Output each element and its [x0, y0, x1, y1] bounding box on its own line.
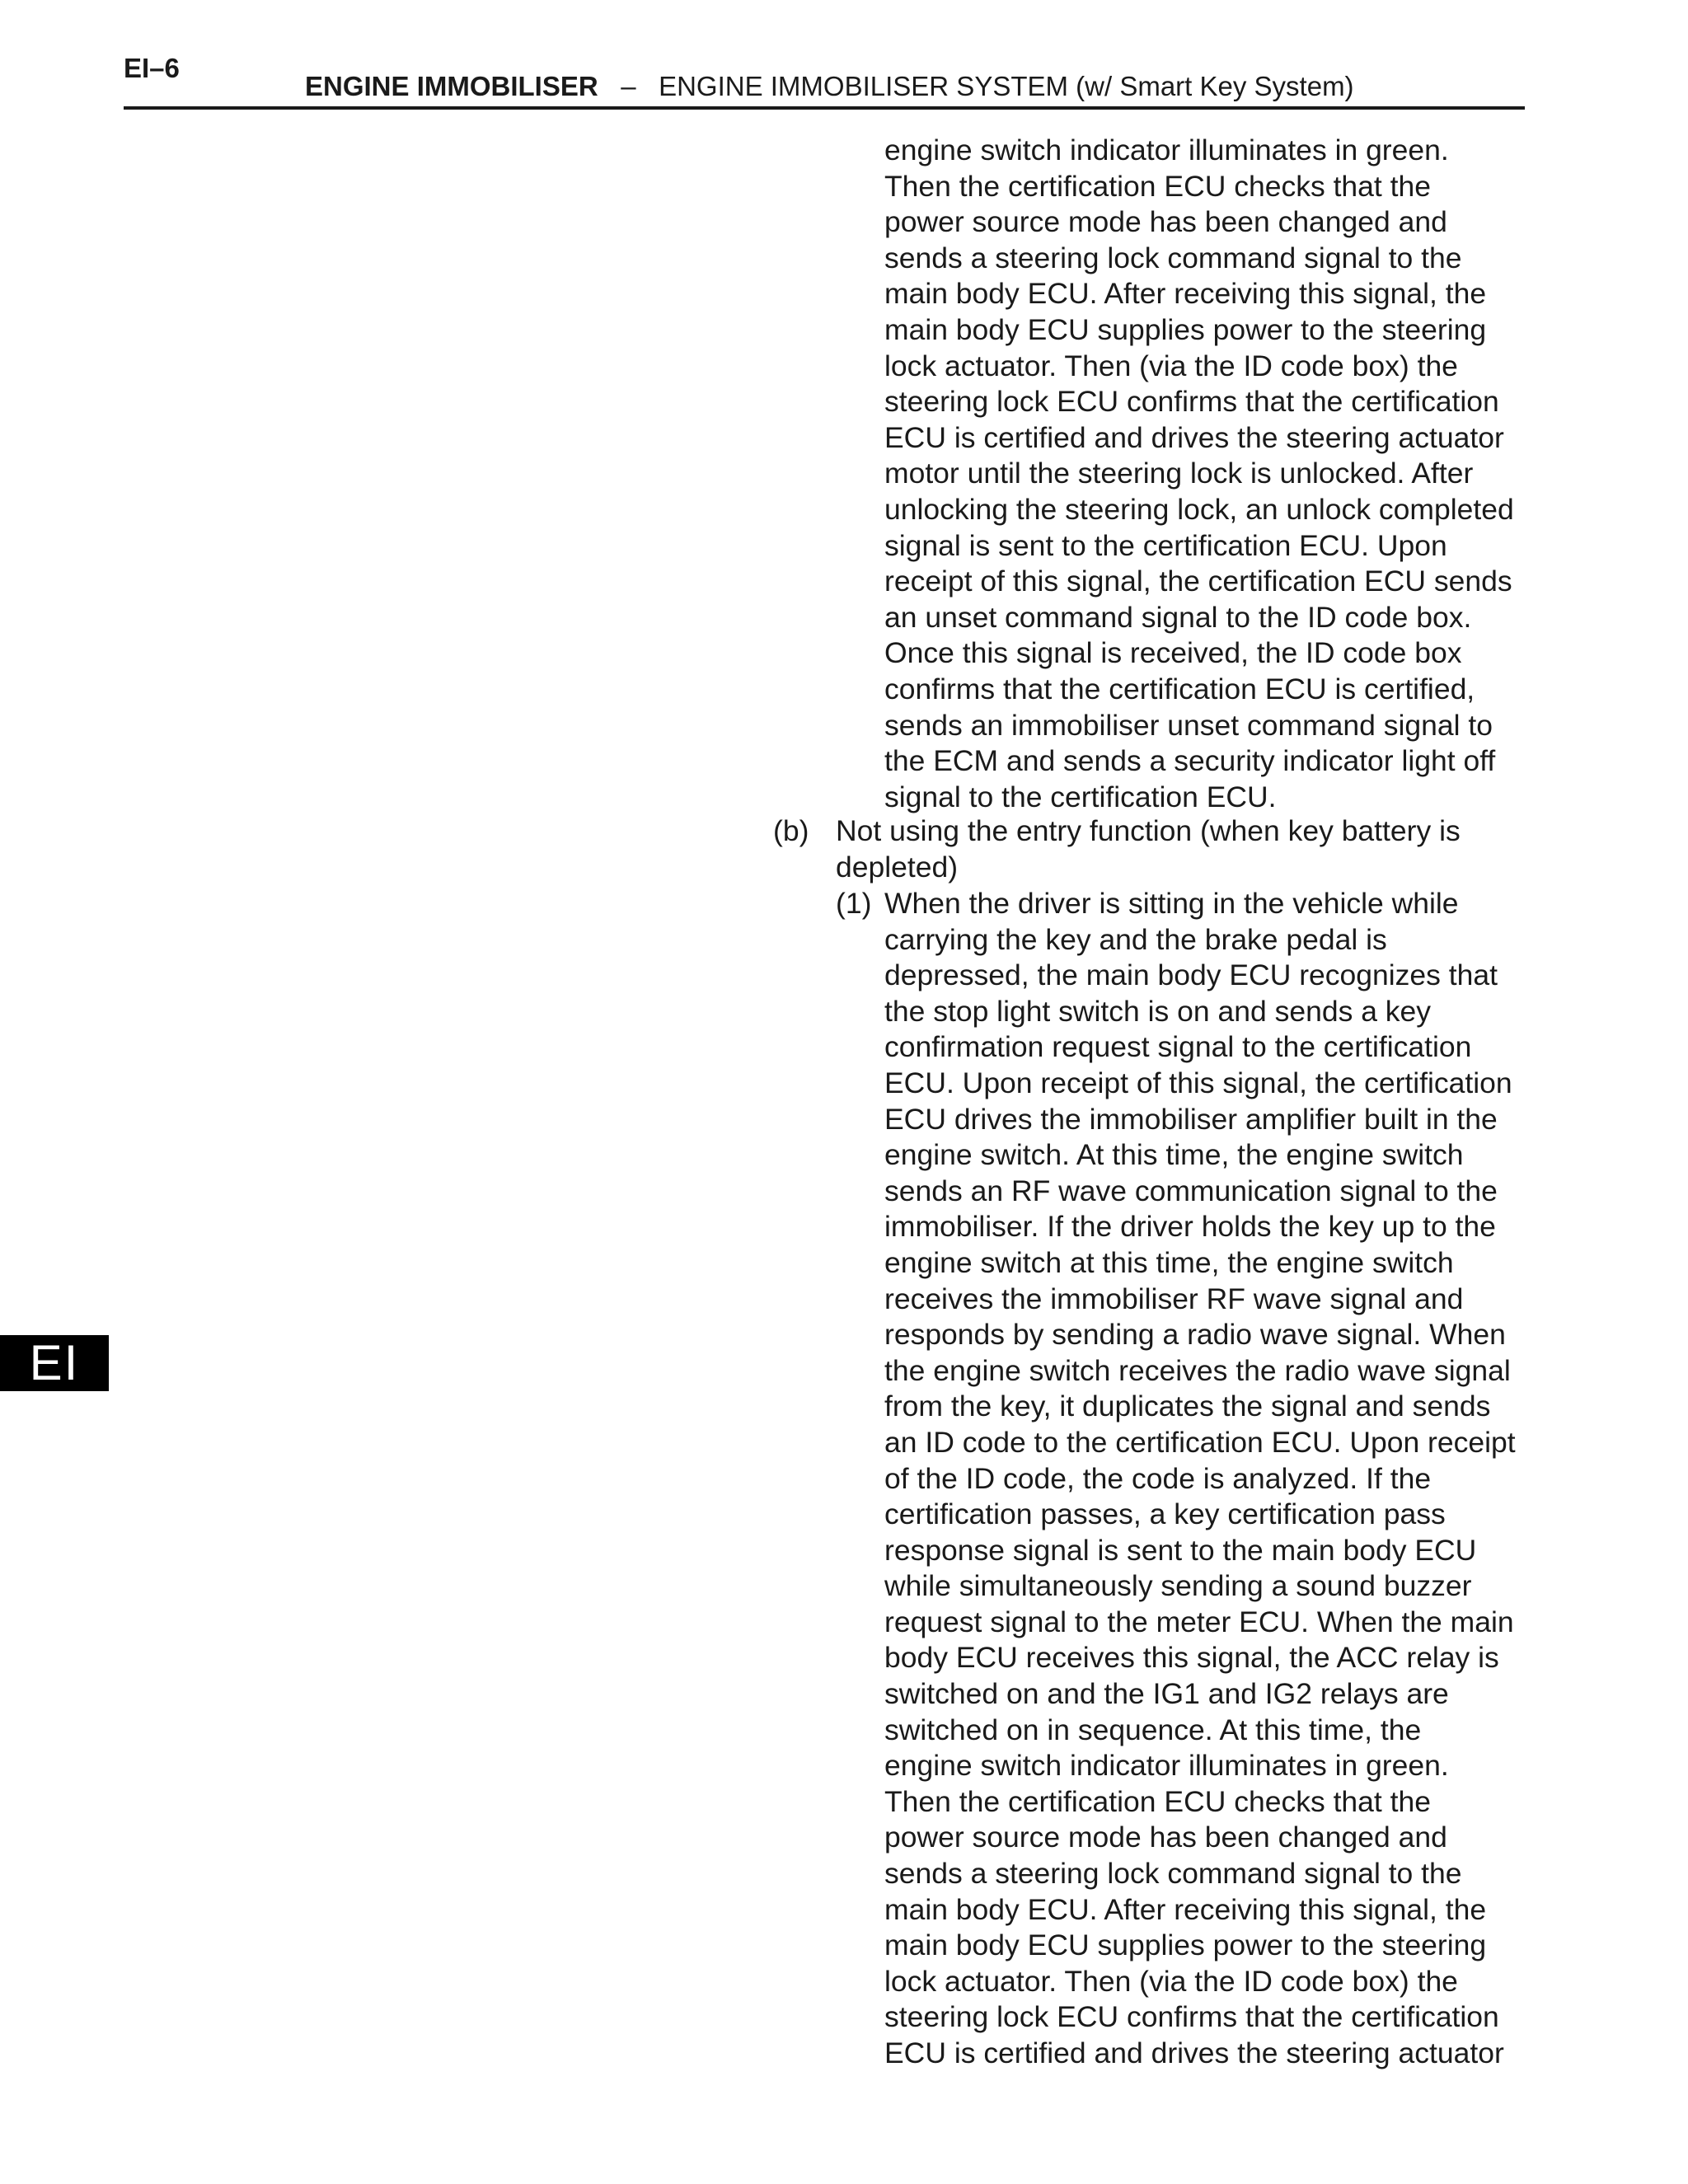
text-line: main body ECU. After receiving this signal, the: [884, 277, 1487, 311]
text-line: main body ECU supplies power to the steering: [884, 1929, 1487, 1962]
list-item-1-text: [884, 886, 1516, 2072]
header-separator: –: [621, 71, 636, 101]
text-line: carrying the key and the brake pedal is: [884, 922, 1387, 956]
text-line: unlocking the steering lock, an unlock completed: [884, 492, 1514, 526]
text-line: response signal is sent to the main body ECU: [884, 1533, 1477, 1567]
text-line: while simultaneously sending a sound buzzer: [884, 1569, 1472, 1603]
text-line: depleted): [836, 850, 959, 883]
continuation-paragraph: [884, 133, 1514, 815]
text-line: ECU is certified and drives the steering actuator: [884, 420, 1504, 454]
text-line: signal to the certification ECU.: [884, 780, 1277, 813]
text-line: sends an immobiliser unset command signal to: [884, 708, 1493, 742]
text-line: from the key, it duplicates the signal and sends: [884, 1390, 1491, 1423]
text-line: lock actuator. Then (via the ID code box) the: [884, 1964, 1458, 1998]
list-marker-b: (b): [773, 814, 809, 847]
text-line: main body ECU supplies power to the steering: [884, 312, 1487, 346]
text-line: confirms that the certification ECU is certified,: [884, 672, 1475, 705]
text-line: power source mode has been changed and: [884, 205, 1447, 239]
text-line: main body ECU. After receiving this signal, the: [884, 1892, 1487, 1926]
text-line: engine switch. At this time, the engine switch: [884, 1138, 1464, 1172]
text-line: engine switch indicator illuminates in green.: [884, 1749, 1449, 1783]
text-line: signal is sent to the certification ECU. Upon: [884, 528, 1447, 562]
page-number: EI–6: [124, 53, 180, 83]
text-line: responds by sending a radio wave signal. When: [884, 1318, 1506, 1352]
text-line: sends a steering lock command signal to the: [884, 1857, 1462, 1891]
text-line: depressed, the main body ECU recognizes that: [884, 958, 1498, 992]
text-line: ECU is certified and drives the steering actuator: [884, 2036, 1504, 2069]
text-line: switched on in sequence. At this time, the: [884, 1713, 1422, 1746]
text-line: switched on and the IG1 and IG2 relays are: [884, 1677, 1449, 1711]
text-line: sends an RF wave communication signal to the: [884, 1174, 1498, 1207]
text-line: receipt of this signal, the certification ECU sends: [884, 565, 1512, 598]
header-section-title: ENGINE IMMOBILISER SYSTEM (w/ Smart Key System): [659, 71, 1354, 101]
text-line: Then the certification ECU checks that the: [884, 1784, 1431, 1818]
text-line: request signal to the meter ECU. When the main: [884, 1605, 1514, 1638]
header-divider: [124, 106, 1525, 110]
text-line: the stop light switch is on and sends a key: [884, 994, 1432, 1028]
text-line: motor until the steering lock is unlocked. After: [884, 457, 1474, 490]
text-line: When the driver is sitting in the vehicle while: [884, 887, 1459, 920]
text-line: an unset command signal to the ID code box.: [884, 600, 1472, 634]
header-title: [305, 70, 1354, 103]
text-line: the engine switch receives the radio wave signal: [884, 1353, 1511, 1387]
text-line: ECU drives the immobiliser amplifier built in the: [884, 1102, 1498, 1136]
text-line: lock actuator. Then (via the ID code box) the: [884, 349, 1458, 382]
text-line: Not using the entry function (when key battery is: [836, 814, 1461, 847]
list-item-b-text: [836, 813, 1461, 885]
list-marker-1: (1): [836, 887, 872, 920]
header-section-bold: ENGINE IMMOBILISER: [305, 71, 598, 101]
text-line: sends a steering lock command signal to the: [884, 241, 1462, 274]
text-line: engine switch at this time, the engine switch: [884, 1245, 1454, 1279]
text-line: receives the immobiliser RF wave signal and: [884, 1282, 1464, 1315]
text-line: Then the certification ECU checks that the: [884, 169, 1431, 203]
text-line: an ID code to the certification ECU. Upon receipt: [884, 1425, 1516, 1459]
text-line: Once this signal is received, the ID code box: [884, 636, 1462, 670]
text-line: steering lock ECU confirms that the certification: [884, 2000, 1499, 2034]
section-side-tab: EI: [0, 1335, 109, 1391]
text-line: power source mode has been changed and: [884, 1821, 1447, 1854]
text-line: confirmation request signal to the certification: [884, 1030, 1472, 1064]
text-line: of the ID code, the code is analyzed. If the: [884, 1461, 1432, 1495]
text-line: the ECM and sends a security indicator light off: [884, 744, 1496, 778]
text-line: steering lock ECU confirms that the certification: [884, 385, 1499, 419]
text-line: ECU. Upon receipt of this signal, the certification: [884, 1066, 1512, 1099]
text-line: immobiliser. If the driver holds the key up to the: [884, 1210, 1496, 1244]
text-line: engine switch indicator illuminates in green.: [884, 134, 1449, 166]
text-line: body ECU receives this signal, the ACC relay is: [884, 1641, 1499, 1675]
text-line: certification passes, a key certification pass: [884, 1497, 1446, 1531]
